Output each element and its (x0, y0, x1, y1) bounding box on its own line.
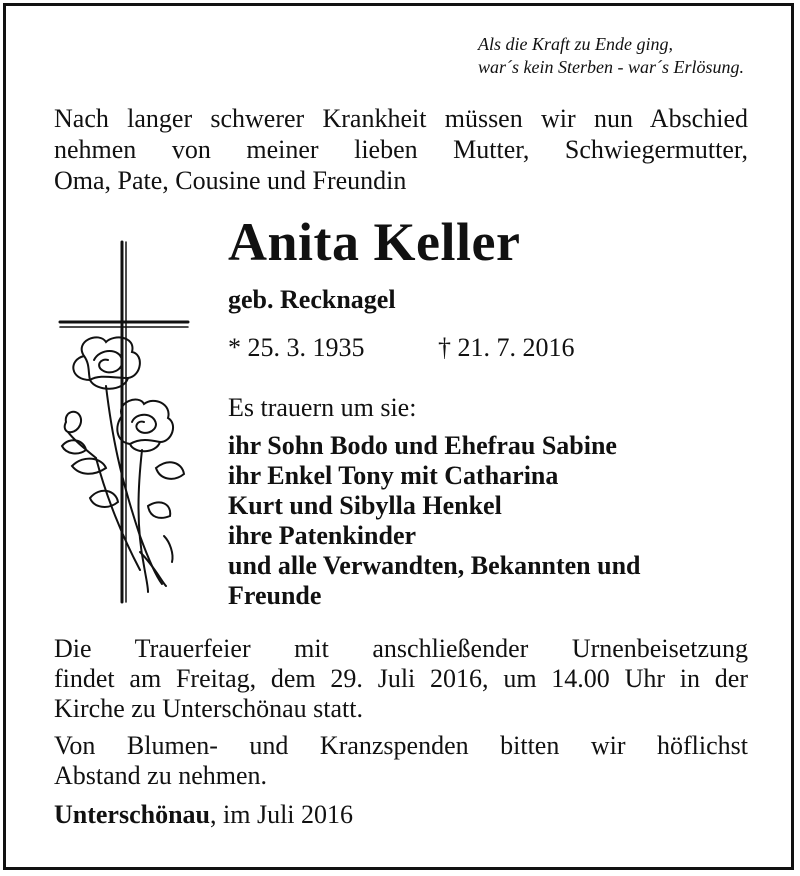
flowers-text (54, 731, 748, 791)
mourners-list (228, 431, 641, 611)
list-item: ihr Sohn Bodo und Ehefrau Sabine (228, 431, 617, 460)
birth-name: geb. Recknagel (228, 285, 396, 314)
deceased-name: Anita Keller (228, 212, 521, 272)
motto-line: Als die Kraft zu Ende ging, (478, 34, 674, 54)
list-item: und alle Verwandten, Bekannten und (228, 551, 641, 580)
ceremony-line: Die Trauerfeier mit anschließender Urnenbeisetzung (54, 634, 748, 663)
life-dates (228, 333, 575, 363)
motto (478, 33, 744, 79)
flowers-line: Abstand zu nehmen. (54, 761, 268, 790)
intro-line: Nach langer schwerer Krankheit müssen wir nun Abschied (54, 104, 748, 133)
place-date (54, 800, 353, 830)
closing-date: , im Juli 2016 (210, 800, 354, 829)
list-item: Freunde (228, 581, 322, 610)
intro-line: Oma, Pate, Cousine und Freundin (54, 166, 407, 195)
place-name: Unterschönau (54, 800, 211, 829)
birth-date: * 25. 3. 1935 (228, 333, 365, 362)
death-date: † 21. 7. 2016 (438, 333, 575, 362)
ceremony-text (54, 634, 748, 724)
cross-with-roses-icon (44, 236, 204, 608)
motto-line: war´s kein Sterben - war´s Erlösung. (478, 57, 744, 77)
mourners-title: Es trauern um sie: (228, 393, 417, 422)
list-item: ihre Patenkinder (228, 521, 417, 550)
list-item: ihr Enkel Tony mit Catharina (228, 461, 559, 490)
ceremony-line: Kirche zu Unterschönau statt. (54, 694, 364, 723)
intro-line: nehmen von meiner lieben Mutter, Schwiegermutter, (54, 135, 748, 164)
intro-text (54, 103, 748, 196)
flowers-line: Von Blumen- und Kranzspenden bitten wir höflichst (54, 731, 748, 760)
ceremony-line: findet am Freitag, dem 29. Juli 2016, um 14.00 Uhr in der (54, 664, 748, 693)
list-item: Kurt und Sibylla Henkel (228, 491, 502, 520)
